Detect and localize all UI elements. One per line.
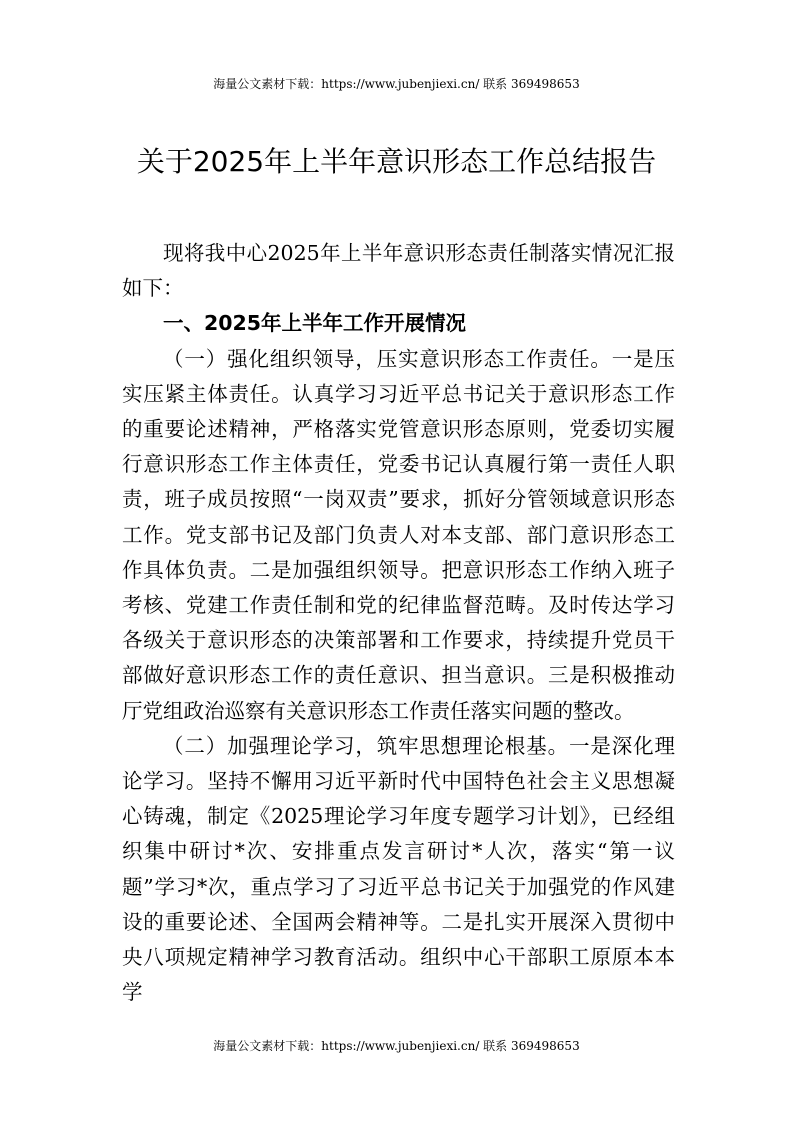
page-footer: 海量公文素材下载：https://www.jubenjiexi.cn/ 联系 369498653 bbox=[213, 1039, 580, 1053]
document-title: 关于2025年上半年意识形态工作总结报告 bbox=[136, 145, 657, 178]
subsection-2-lead: （二）加强理论学习，筑牢思想理论根基。 bbox=[163, 733, 570, 758]
page-header: 海量公文素材下载：https://www.jubenjiexi.cn/ 联系 369498653 bbox=[213, 77, 580, 91]
subsection-1-paragraph bbox=[122, 342, 675, 729]
subsection-1-lead: （一）强化组织领导，压实意识形态工作责任。 bbox=[163, 346, 612, 371]
intro-paragraph: 现将我中心2025年上半年意识形态责任制落实情况汇报如下： bbox=[122, 241, 675, 301]
document-body bbox=[122, 236, 675, 1010]
subsection-2-paragraph bbox=[122, 729, 675, 1011]
subsection-2-text: 一是深化理论学习。坚持不懈用习近平新时代中国特色社会主义思想凝心铸魂，制定《2025理论学习年度专题学习计划》，已经组织集中研讨*次、安排重点发言研讨*人次，落实“第一议题”学习*次，重点学习了习近平总书记关于加强党的作风建设的重要论述、全国两会精神等。二是扎实开展深入贯彻中央八项规定精神学习教育活动。组织中心干部职工原原本本学 bbox=[122, 733, 676, 1005]
subsection-1-text: 一是压实压紧主体责任。认真学习习近平总书记关于意识形态工作的重要论述精神，严格落实党管意识形态原则，党委切实履行意识形态工作主体责任，党委书记认真履行第一责任人职责，班子成员按照“一岗双责”要求，抓好分管领域意识形态工作。党支部书记及部门负责人对本支部、部门意识形态工作具体负责。二是加强组织领导。把意识形态工作纳入班子考核、党建工作责任制和党的纪律监督范畴。及时传达学习各级关于意识形态的决策部署和工作要求，持续提升党员干部做好意识形态工作的责任意识、担当意识。三是积极推动厅党组政治巡察有关意识形态工作责任落实问题的整改。 bbox=[122, 346, 676, 723]
section-heading: 一、2025年上半年工作开展情况 bbox=[163, 311, 467, 336]
